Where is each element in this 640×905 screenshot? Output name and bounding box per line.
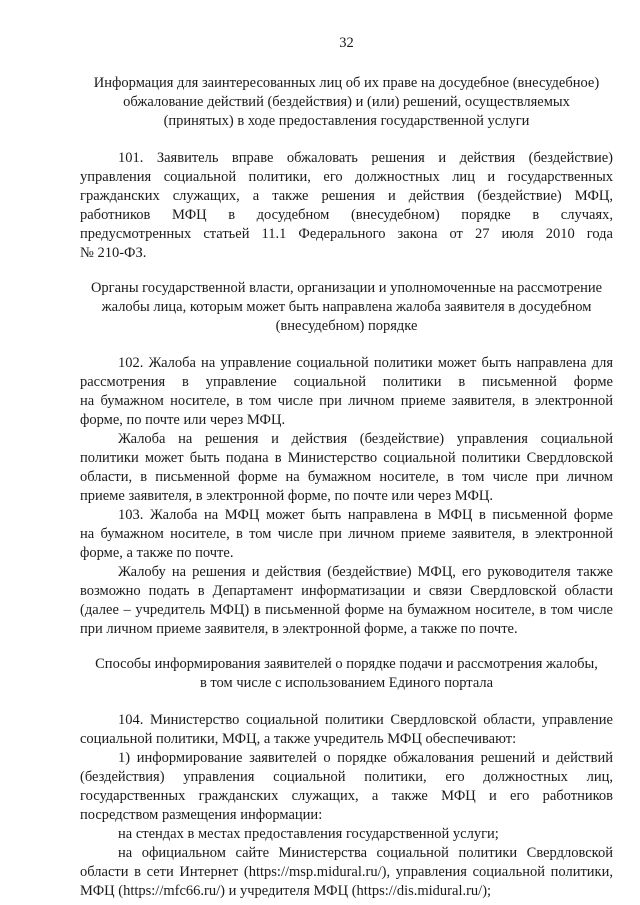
heading-line: в том числе с использованием Единого портала [199, 675, 494, 691]
section-heading [80, 655, 613, 693]
paragraph-102 [80, 354, 613, 430]
paragraph-websites [80, 844, 613, 901]
paragraph-102-ministry [80, 430, 613, 506]
heading-line: жалобы лица, которым может быть направлена жалоба заявителя в досудебном [101, 299, 592, 315]
text-line: Жалоба на решения и действия (бездействие) управления социальной [118, 431, 613, 447]
paragraph-101 [80, 149, 613, 263]
text-line: приеме заявителя, в электронной форме, по почте или через МФЦ. [80, 488, 494, 504]
text-line: государственных гражданских служащих, а также МФЦ и его работников [80, 788, 613, 804]
text-line: посредством размещения информации: [80, 807, 323, 823]
text-line: рассмотрения в управление социальной политики в письменной форме [80, 374, 613, 390]
text-line: предусмотренных статьей 11.1 Федерального закона от 27 июля 2010 года [80, 226, 613, 242]
text-line: 1) информирование заявителей о порядке обжалования решений и действий [118, 750, 613, 766]
section-appeal-rights [80, 74, 613, 263]
text-line: возможно подать в Департамент информатизации и связи Свердловской области [80, 583, 613, 599]
paragraph-103 [80, 506, 613, 563]
text-line: 102. Жалоба на управление социальной политики может быть направлена для [118, 355, 613, 371]
paragraph-103-founder [80, 563, 613, 639]
text-line: 101. Заявитель вправе обжаловать решения и действия (бездействие) [118, 150, 613, 166]
heading-line: (внесудебном) порядке [275, 318, 418, 334]
heading-line: Способы информирования заявителей о порядке подачи и рассмотрения жалобы, [95, 656, 598, 672]
heading-line: Информация для заинтересованных лиц об их праве на досудебное (внесудебное) [93, 75, 600, 91]
text-line: работников МФЦ в досудебном (внесудебном) порядке в случаях, [80, 207, 613, 223]
text-line: форме, по почте или через МФЦ. [80, 412, 286, 428]
text-line: на бумажном носителе, в том числе при личном приеме заявителя, в электронной [80, 526, 613, 542]
text-line: гражданских служащих, а также решения и действия (бездействие) МФЦ, [80, 188, 613, 204]
text-line: на официальном сайте Министерства социальной политики Свердловской [118, 845, 613, 861]
text-line: Жалобу на решения и действия (бездействие) МФЦ, его руководителя также [118, 564, 613, 580]
paragraph-stands [80, 825, 613, 844]
heading-line: Органы государственной власти, организации и уполномоченные на рассмотрение [90, 280, 603, 296]
section-informing-methods [80, 655, 613, 901]
text-line: № 210-ФЗ. [80, 245, 147, 261]
section-heading [80, 279, 613, 336]
text-line: МФЦ (https://mfc66.ru/) и учредителя МФЦ (https://dis.midural.ru/); [80, 883, 492, 899]
text-line: 103. Жалоба на МФЦ может быть направлена в МФЦ в письменной форме [118, 507, 613, 523]
section-heading [80, 74, 613, 131]
text-line: (бездействия) управления социальной политики, его должностных лиц, [80, 769, 613, 785]
text-line: социальной политики, МФЦ, а также учредитель МФЦ обеспечивают: [80, 731, 517, 747]
paragraph-104 [80, 711, 613, 749]
heading-line: (принятых) в ходе предоставления государственной услуги [163, 113, 530, 129]
text-line: области в сети Интернет (https://msp.midural.ru/), управления социальной политики, [80, 864, 613, 880]
text-line: при личном приеме заявителя, в электронной форме, а также по почте. [80, 621, 518, 637]
text-line: 104. Министерство социальной политики Свердловской области, управление [118, 712, 613, 728]
text-line: на стендах в местах предоставления государственной услуги; [118, 826, 499, 842]
paragraph-104-item-1 [80, 749, 613, 825]
text-line: (далее – учредитель МФЦ) в письменной форме на бумажном носителе, в том числе [80, 602, 613, 618]
text-line: области, в письменной форме на бумажном носителе, в том числе при личном [80, 469, 613, 485]
text-line: управления социальной политики, его должностных лиц и государственных [80, 169, 613, 185]
section-complaint-bodies [80, 279, 613, 639]
text-line: политики может быть подана в Министерство социальной политики Свердловской [80, 450, 613, 466]
page-number: 32 [339, 35, 354, 51]
text-line: форме, а также по почте. [80, 545, 234, 561]
heading-line: обжалование действий (бездействия) и (или) решений, осуществляемых [123, 94, 570, 110]
text-line: на бумажном носителе, в том числе при личном приеме заявителя, в электронной [80, 393, 613, 409]
